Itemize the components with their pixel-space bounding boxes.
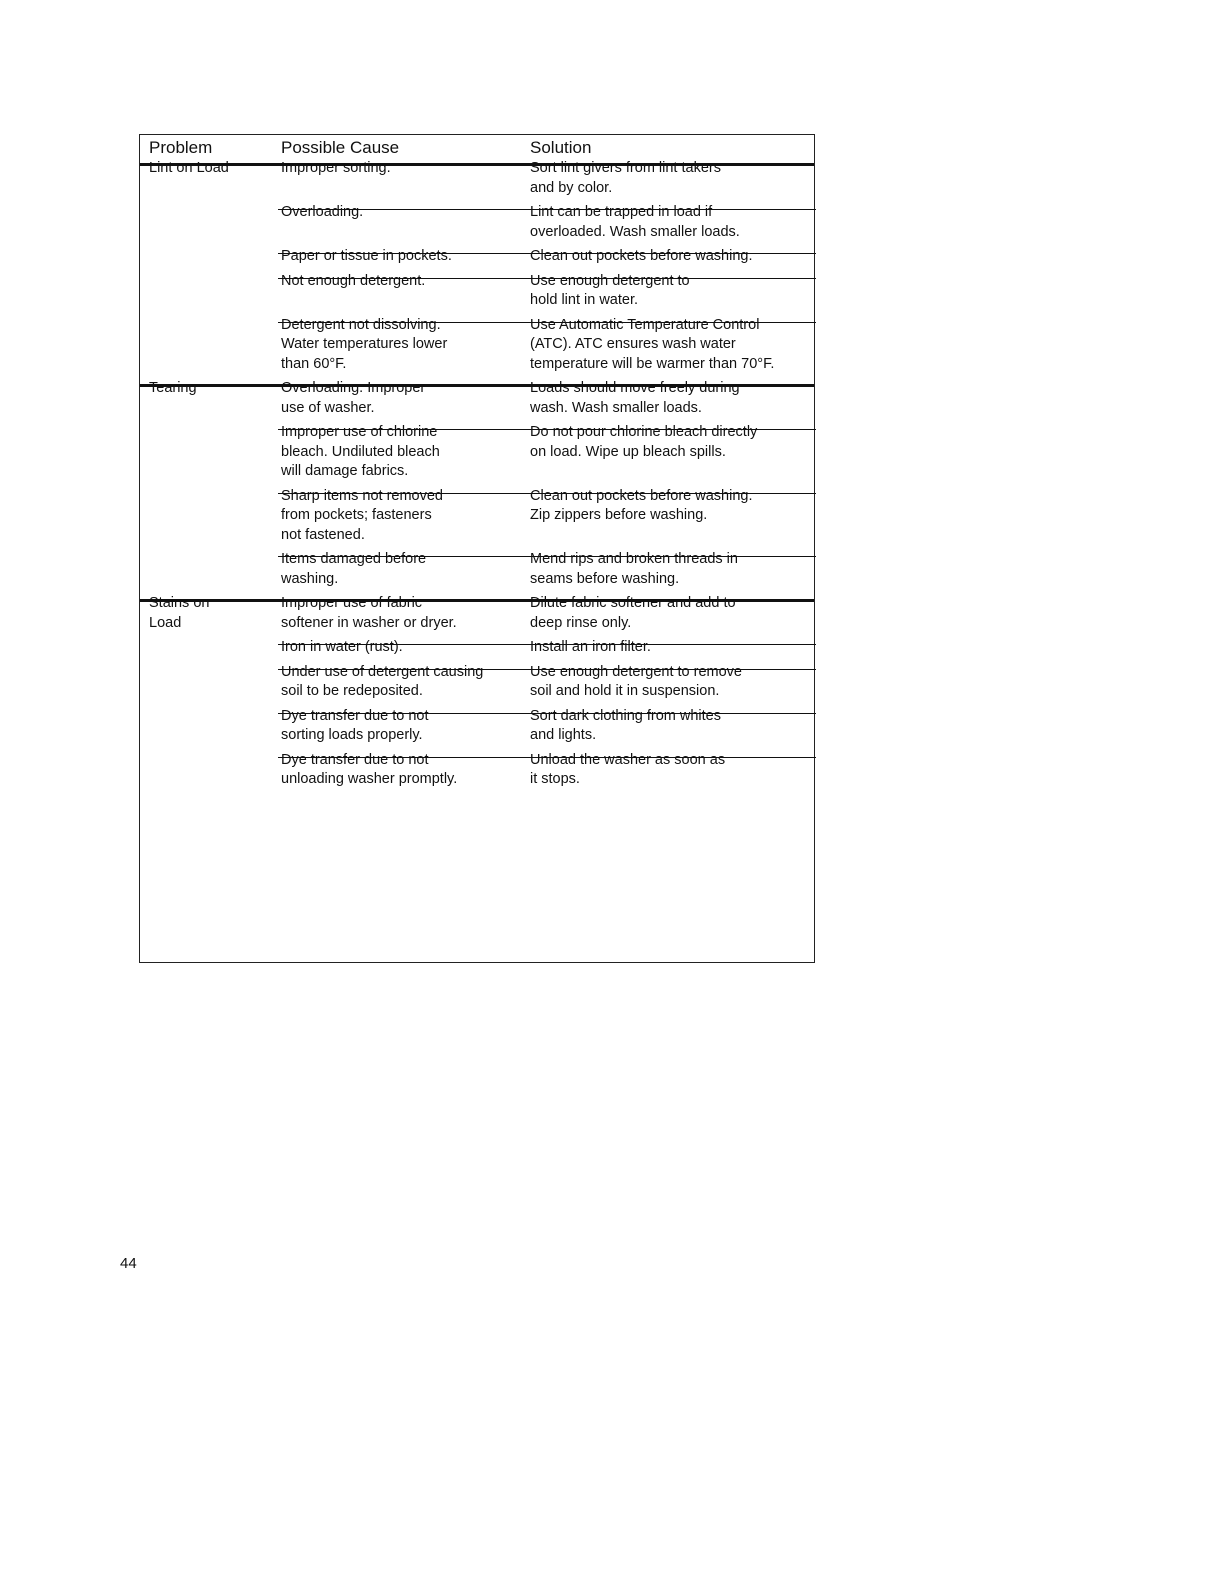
troubleshooting-table [139,134,815,963]
text-line: temperature will be warmer than 70°F. [530,355,775,372]
problem-cell [149,379,197,399]
text-line: Under use of detergent causing [281,663,484,680]
text-line: Install an iron filter. [530,639,651,655]
text-line: Not enough detergent. [281,272,426,289]
cause-cell [281,707,429,746]
solution-cell [530,663,742,702]
text-line: washing. [281,570,339,587]
cause-cell [281,316,447,375]
text-line: hold lint in water. [530,292,639,308]
header-solution: Solution [530,138,592,157]
solution-cell [530,272,690,311]
text-line: Iron in water (rust). [281,639,403,655]
text-line: on load. Wipe up bleach spills. [530,443,726,460]
text-line: Mend rips and broken threads in [530,551,738,567]
solution-cell [530,707,721,746]
text-line: Loads should move freely during [530,380,740,396]
text-line: unloading washer promptly. [281,771,458,787]
solution-cell [530,159,721,198]
text-line: Improper use of chlorine [281,424,438,440]
text-line: soil and hold it in suspension. [530,683,720,699]
solution-cell [530,751,725,790]
cause-cell [281,203,363,223]
text-line: Use enough detergent to remove [530,663,742,680]
page-number: 44 [120,1255,137,1272]
solution-cell [530,594,736,633]
solution-cell [530,316,774,375]
cause-cell [281,638,403,658]
text-line: Sort dark clothing from whites [530,707,721,724]
solution-cell [530,379,740,418]
text-line: Detergent not dissolving. [281,316,441,333]
text-line: Clean out pockets before washing. [530,248,753,264]
text-line: Load [149,614,182,631]
cause-cell [281,594,457,633]
text-line: not fastened. [281,526,365,543]
cause-cell [281,379,425,418]
text-line: and by color. [530,179,613,196]
text-line: will damage fabrics. [281,463,409,479]
cause-cell [281,247,452,267]
solution-cell [530,638,651,658]
solution-cell [530,247,752,267]
text-line: overloaded. Wash smaller loads. [530,223,740,240]
text-line: Use Automatic Temperature Control [530,316,760,333]
text-line: Items damaged before [281,551,427,567]
text-line: sorting loads properly. [281,727,423,743]
text-line: seams before washing. [530,570,680,587]
text-line: bleach. Undiluted bleach [281,443,440,460]
text-line: Sharp items not removed [281,487,443,504]
text-line: and lights. [530,727,597,743]
cause-cell [281,272,425,292]
text-line: Unload the washer as soon as [530,751,726,768]
text-line: Dye transfer due to not [281,707,429,724]
solution-cell [530,423,757,462]
text-line: Improper sorting. [281,160,391,176]
solution-cell [530,487,752,526]
text-line: Dilute fabric softener and add to [530,595,736,611]
cause-cell [281,159,391,179]
text-line: soil to be redeposited. [281,683,423,699]
text-line: Zip zippers before washing. [530,507,708,523]
text-line: Improper use of fabric [281,595,423,611]
text-line: Dye transfer due to not [281,751,429,768]
text-line: Paper or tissue in pockets. [281,248,452,264]
text-line: Lint on Load [149,160,229,176]
text-line: Overloading. Improper [281,380,426,396]
text-line: Use enough detergent to [530,272,690,289]
cause-cell [281,751,457,790]
cause-cell [281,487,443,546]
text-line: Tearing [149,380,197,396]
text-line: deep rinse only. [530,614,632,631]
text-line: (ATC). ATC ensures wash water [530,336,736,352]
header-possible-cause: Possible Cause [281,138,400,157]
text-line: than 60°F. [281,355,347,372]
problem-cell [149,159,229,179]
text-line: from pockets; fasteners [281,507,432,523]
solution-cell [530,203,740,242]
cause-cell [281,423,440,482]
text-line: Water temperatures lower [281,336,448,352]
text-line: Overloading. [281,204,364,220]
text-line: Clean out pockets before washing. [530,487,753,504]
problem-cell [149,594,209,633]
solution-cell [530,550,738,589]
text-line: Lint can be trapped in load if [530,204,713,220]
text-line: Stains on [149,595,210,611]
text-line: softener in washer or dryer. [281,614,457,631]
text-line: wash. Wash smaller loads. [530,399,702,416]
cause-cell [281,663,483,702]
text-line: Sort lint givers from lint takers [530,160,721,176]
text-line: it stops. [530,771,580,787]
cause-cell [281,550,426,589]
text-line: use of washer. [281,399,375,416]
header-problem: Problem [149,138,213,157]
text-line: Do not pour chlorine bleach directly [530,424,758,440]
